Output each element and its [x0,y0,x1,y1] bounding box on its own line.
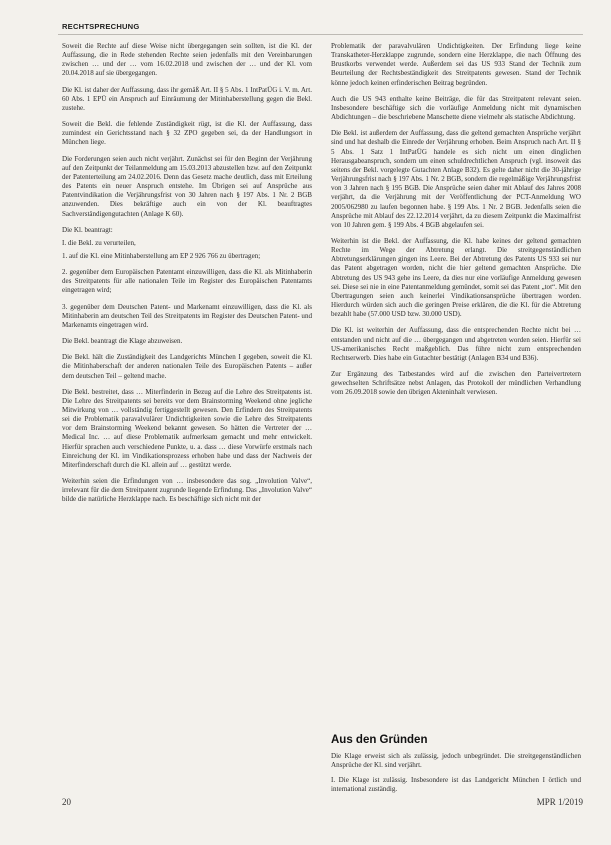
paragraph: I. Die Klage ist zulässig. Insbesondere ist das Landgericht München I örtlich und international zuständig. [331,776,581,794]
header-rule [58,34,583,35]
paragraph: Zur Ergänzung des Tatbestandes wird auf die zwischen den Parteivertretern gewechselten Schriftsätze nebst Anlagen, das Protokoll der mündlichen Verhandlung vom 26.09.2018 sowie den übrigen Akteninhalt verwiesen. [331,370,581,397]
paragraph: Soweit die Bekl. die fehlende Zuständigkeit rügt, ist die Kl. der Auffassung, dass zumindest ein Gerichtsstand nach § 32 ZPO gegeben sei, da der Handlungsort in München liege. [62,120,312,147]
running-head: RECHTSPRECHUNG [62,22,140,31]
section-heading: Aus den Gründen [331,734,428,746]
paragraph: Auch die US 943 enthalte keine Beiträge, die für das Streitpatent relevant seien. Insbesondere beschäftige sich die vorläufige Anmeldung nicht mit dynamischen Abdichtungen – die beschriebene Manschette diene vielmehr als statische Abdichtung. [331,94,581,122]
paragraph: Die Bekl. hält die Zuständigkeit des Landgerichts München I gegeben, soweit die Kl. die Mitinhaberschaft der anderen nationalen Teile des Europäischen Patents – außer dem deutschen Teil – geltend mache. [62,353,312,380]
right-column-continuation [331,752,581,801]
journal-issue: MPR 1/2019 [536,797,583,807]
paragraph: Die Klage erweist sich als zulässig, jedoch unbegründet. Die streitgegenständlichen Ansprüche der Kl. sind verjährt. [331,752,581,770]
paragraph: Die Kl. ist weiterhin der Auffassung, dass die entsprechenden Rechte nicht bei … entstanden und nicht auf die … übergegangen und abgetreten worden seien. Hierfür sei US-amerikanisches Recht maßgeblich. Das führe nicht zum entsprechenden Rechtserwerb. Dies habe ein Gutachter bestätigt (Anlagen B34 und B36). [331,326,581,362]
paragraph: Die Kl. beantragt: [62,225,113,234]
paragraph: Die Bekl. bestreitet, dass … Miterfinderin in Bezug auf die Lehre des Streitpatents ist. Die Lehre des Streitpatents sei bereits vor dem Brainstorming Weekend ohne jegliche Mitwirkung von … vollständig fertiggestellt gewesen. Den Erfindern des Streitpatents sei die Problematik paravalvulärer Undichtigkeiten sowie die Lehre des Streitpatents vor dem Brainstorming Weekend bekannt gewesen. So hätten die Vertreter der … Medical Inc. … auf diese Problematik aufmerksam gemacht und mehr entwickelt. Hierfür sprachen auch verschiedene Punkte, u. a. dass … diese Vorwürfe erstmals nach Einreichung der Kl. im Vindikationsprozess erhoben habe und dass der Nachweis der Miterfinderschaft durch die Kl. allein auf … gestützt werde. [62,387,312,469]
paragraph: 2. gegenüber dem Europäischen Patentamt einzuwilligen, dass die Kl. als Mitinhaberin des Streitpatents für alle nationalen Teile im Register des Europäischen Patentamts eingetragen wird; [62,268,312,295]
left-column [62,42,312,795]
paragraph: Die Forderungen seien auch nicht verjährt. Zunächst sei für den Beginn der Verjährung auf den Zeitpunkt der Teilanmeldung am 15.03.2013 abzustellen bzw. auf den Zeitpunkt der Patenterteilung am 24.02.2016. Denn das Gesetz mache deutlich, dass mit Erteilung des Patents ein neuer Anspruch entstehe. Im Übrigen sei auf Ansprüche aus Patentvindikation die Verjährungsfrist von 30 Jahren nach § 197 Abs. 1 Nr. 2 BGB anzuwenden. Dies bekräftige auch ein von der Kl. beauftragtes Sachverständigengutachten (Anlage K 60). [62,154,312,218]
paragraph: 1. auf die Kl. eine Mitinhaberstellung am EP 2 926 766 zu übertragen; [62,251,261,260]
page-number: 20 [62,797,71,807]
paragraph: Weiterhin seien die Erfindungen von … insbesondere das sog. „Involution Valve“, irrelevant für die dem Streitpatent zugrunde liegende Erfindung. Das „Involution Valve“ bilde die natürliche Herzklappe nach. Es beschäftige sich nicht mit der [62,477,312,504]
paragraph: Die Bekl. beantragt die Klage abzuweisen. [62,337,183,346]
paragraph: 3. gegenüber dem Deutschen Patent- und Markenamt einzuwilligen, dass die Kl. als Mitinhaberin am deutschen Teil des Streitpatents im Register des Deutschen Patent- und Markenamts eingetragen wird. [62,302,312,329]
paragraph: Problematik der paravalvulären Undichtigkeiten. Der Erfindung liege keine Transkatheter-Herzklappe zugrunde, sondern eine Herzklappe, die nach Öffnung des Brustkorbs verwendet werde. Außerdem sei das US 933 Stand der Technik zum Beurteilung der Rechtsbeständigkeit des Streitpatents gewesen. Stand der Technik könne jedoch keinen erfinderischen Beitrag begründen. [331,42,581,87]
paragraph: Weiterhin ist die Bekl. der Auffassung, die Kl. habe keines der geltend gemachten Rechte im Wege der Abtretung erlangt. Die streitgegenständlichen Abtretungserklärungen gingen ins Leere. Bei der Abtretung des Patents US 933 sei nur das Patent abgetragen worden, nicht die hier geltend gemachten Ansprüche. Die Abtretung des US 943 gehe ins Leere, da dies nur eine vorläufige Anmeldung gewesen sei. Diese sei nie in eine Patentanmeldung gemündet, somit sei das Patent „tot“. Mit den Übertragungen seien auch keinerlei Vindikationsansprüche übertragen worden. Hierdurch würden sich auch die geringen Preise erklären, die die Kl. für die Abtretung bezahlt habe (57.000 USD bzw. 30.000 USD). [331,236,581,319]
right-column [331,42,581,602]
paragraph: Die Bekl. ist außerdem der Auffassung, dass die geltend gemachten Ansprüche verjährt sind und hat deshalb die Einrede der Verjährung erhoben. Beim Anspruch nach Art. II § 5 Abs. 1 Satz 1 IntPatÜG handele es sich nicht um einen dinglichen Herausgabeanspruch, sondern um einen schuldrechtlichen Anspruch (vgl. insoweit das seitens der Bekl. vorgelegte Gutachten Anlage B32). Es gelte daher nicht die 30-jährige Verjährungsfrist nach § 197 Abs. 1 Nr. 2 BGB, sondern die regelmäßige Verjährungsfrist von 3 Jahren nach § 195 BGB. Die Ansprüche seien daher mit Ablauf des Jahres 2008 verjährt, da die Verjährung mit der Veröffentlichung der PCT-Anmeldung WO 2005/062980 zu laufen begonnen habe. § 199 Abs. 1 Nr. 2 BGB. Jedenfalls seien die Ansprüche mit Ablauf des 22.12.2014 verjährt, da zu diesem Zeitpunkt die Maximalfrist von 10 Jahren gem. § 199 Abs. 4 BGB abgelaufen sei. [331,129,581,229]
paragraph: Die Kl. ist daher der Auffassung, dass ihr gemäß Art. II § 5 Abs. 1 IntPatÜG i. V. m. Art. 60 Abs. 1 EPÜ ein Anspruch auf Einräumung der Mitinhaberstellung gegen die Bekl. zustehe. [62,85,312,112]
paragraph: I. die Bekl. zu verurteilen, [62,238,136,247]
paragraph: Soweit die Rechte auf diese Weise nicht übergegangen sein sollten, ist die Kl. der Auffassung, die in Rede stehenden Rechte seien jedenfalls mit den Vereinbarungen zwischen … und der … vom 16.02.2018 und zwischen der … und der Kl. vom 20.04.2018 auf sie übergegangen. [62,42,312,78]
